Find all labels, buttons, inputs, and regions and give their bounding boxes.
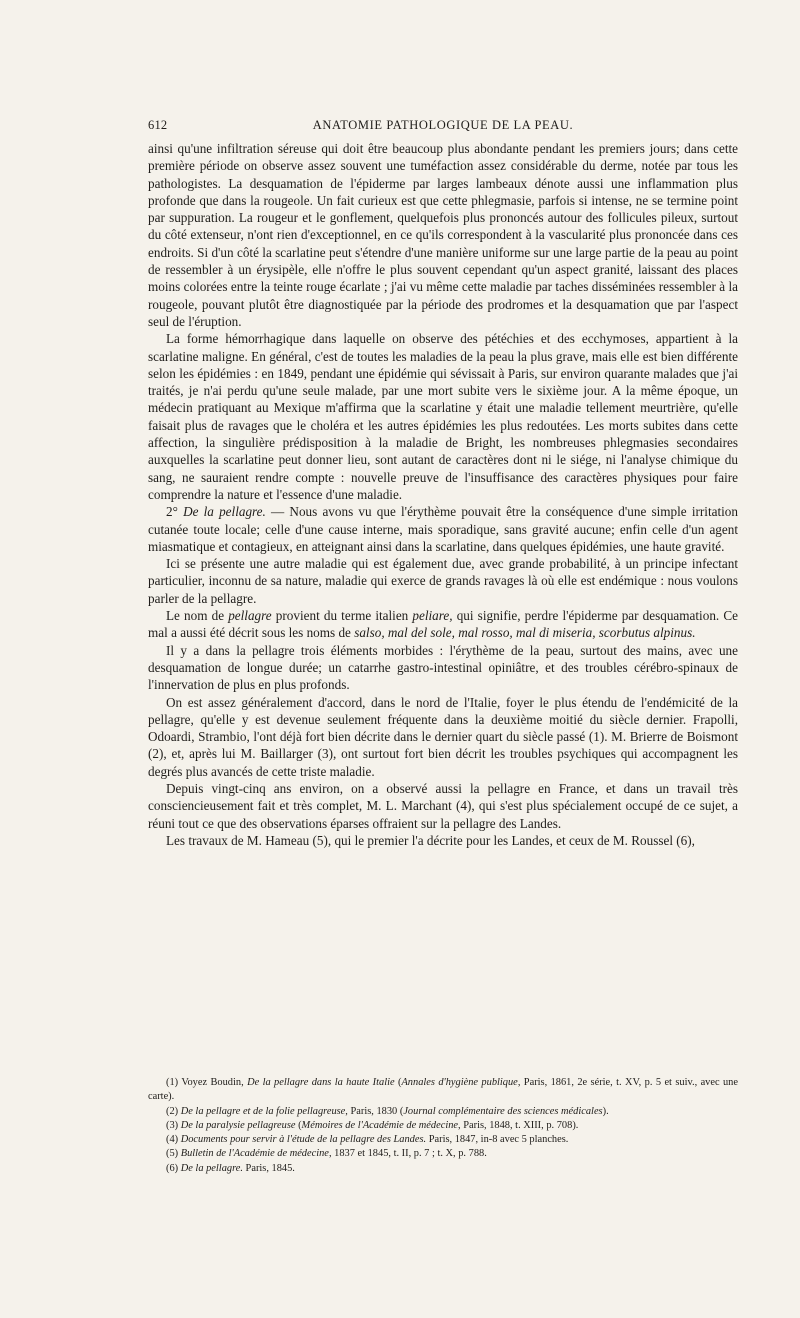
- italic-term: De la pellagre et de la folie pellagreuse: [180, 1105, 346, 1117]
- text-run: (1) Voyez Boudin,: [166, 1077, 248, 1088]
- italic-term: Annales d'hygiène publique: [401, 1077, 518, 1088]
- text-run: Paris, 1847, in-8 avec 5 planches.: [426, 1134, 569, 1146]
- text-run: (3): [166, 1119, 181, 1131]
- footnote-3: [148, 1119, 738, 1133]
- running-title: ANATOMIE PATHOLOGIQUE DE LA PEAU.: [312, 118, 574, 132]
- italic-term: De la pellagre dans la haute Italie: [247, 1077, 395, 1088]
- running-header: [148, 118, 738, 136]
- footnote-6: [148, 1162, 738, 1176]
- italic-term: salso, mal del sole, mal rosso, mal di miseria, scorbutus alpinus.: [354, 625, 696, 641]
- footnote-4: [148, 1133, 738, 1147]
- footnote-1: [148, 1076, 738, 1105]
- text-run: ).: [602, 1105, 609, 1117]
- italic-term: Bulletin de l'Académie de médecine: [180, 1148, 329, 1160]
- text-run: provient du terme italien: [271, 608, 413, 624]
- paragraph-8: Depuis vingt-cinq ans environ, on a observé aussi la pellagre en France, et dans un travail très consciencieusement fait et très complet, M. L. Marchant (4), qui s'est plus spécialement occupé de ce sujet, a réuni tout ce que des observations éparses offraient sur la pellagre des Landes.: [148, 780, 738, 831]
- paragraph-6: Il y a dans la pellagre trois éléments morbides : l'érythème de la peau, surtout des mains, avec une desquamation de longue durée; un catarrhe gastro-intestinal opiniâtre, et des troubles cérébro-spinaux de l'innervation de plus en plus profonds.: [148, 642, 738, 693]
- italic-term: pellagre: [228, 608, 272, 624]
- paragraph-3: [148, 503, 738, 555]
- italic-term: De la pellagre.: [180, 1162, 243, 1174]
- footnote-2: [148, 1105, 738, 1119]
- text-run: Le nom de: [166, 608, 229, 624]
- paragraph-1: ainsi qu'une infiltration séreuse qui doit être beaucoup plus abondante pendant les premiers jours; dans cette première période on observe assez souvent une tuméfaction assez considérable du derme, notée par tous les pathologistes. La desquamation de l'épiderme par larges lambeaux dénote aussi une inflammation plus profonde que dans la rougeole. Un fait curieux est que cette phlegmasie, parfois si intense, ne se termine point par suppuration. La rougeur et le gonflement, quelquefois plus prononcés autour des follicules pileux, surtout du côté extenseur, n'ont rien d'exceptionnel, en ce qu'ils correspondent à la vascularité plus prononcée dans ces endroits. Si d'un côté la scarlatine peut s'étendre d'une manière uniforme sur une large partie de la peau au point de ressembler à un érysipèle, elle n'offre le plus souvent cependant qu'un aspect granité, laissant des places moins colorées entre la teinte rouge écarlate ; j'ai vu même cette maladie par taches disséminées ressembler à la rougeole, pouvant plutôt être diagnostiquée par la période des prodromes et la desquamation que par l'aspect seul de l'éruption.: [148, 141, 738, 329]
- body-text: [148, 140, 738, 849]
- section-number: 2°: [166, 504, 184, 520]
- paragraph-4: Ici se présente une autre maladie qui est également due, avec grande probabilité, à un principe infectant particulier, inconnu de sa nature, maladie qui exerce de grands ravages là où elle est endémique : nous voulons parler de la pellagre.: [148, 556, 738, 606]
- text-run: (2): [166, 1105, 181, 1117]
- text-run: (: [295, 1119, 302, 1131]
- italic-term: Mémoires de l'Académie de médecine: [301, 1119, 459, 1131]
- footnotes: [148, 1076, 738, 1176]
- footnote-5: [148, 1147, 738, 1161]
- page-number: 612: [148, 118, 168, 132]
- text-run: (5): [166, 1148, 181, 1160]
- italic-term: Journal complémentaire des sciences médicales: [403, 1105, 603, 1117]
- text-run: , Paris, 1861, 2e série, t. XV, p. 5 et suiv., avec une carte).: [148, 1077, 738, 1103]
- text-run: , 1837 et 1845, t. II, p. 7 ; t. X, p. 788.: [328, 1148, 487, 1160]
- paragraph-2: La forme hémorrhagique dans laquelle on observe des pétéchies et des ecchymoses, appartient à la scarlatine maligne. En général, c'est de toutes les maladies de la peau la plus grave, mais elle est bien différente selon les épidémies : en 1849, pendant une épidémie qui sévissait à Paris, sur environ quarante malades que j'ai traités, je n'ai perdu qu'une seule malade, par une mort subite vers le sixième jour. A la même époque, un médecin pratiquant au Mexique m'affirma que la scarlatine y était une maladie tellement meurtrière, qu'elle faisait plus de ravages que le choléra et les autres épidémies les plus redoutées. Les morts subites dans cette affection, la singulière prédisposition à la maladie de Bright, les nombreuses phlegmasies secondaires auxquelles la scarlatine peut donner lieu, sont autant de caractères dont ni le siége, ni l'analyse chimique du sang, ne sauraient rendre compte : nouvelle preuve de l'insuffisance des caractères physiques pour faire comprendre la nature et l'essence d'une maladie.: [148, 331, 738, 502]
- text-run: (4): [166, 1134, 181, 1146]
- italic-term: peliare,: [412, 608, 453, 624]
- section-title: De la pellagre.: [183, 504, 266, 520]
- text-run: (6): [166, 1162, 181, 1174]
- italic-term: Documents pour servir à l'étude de la pellagre des Landes.: [180, 1134, 427, 1146]
- text-run: (: [394, 1077, 402, 1088]
- text-run: qui signifie, perdre l'épiderme par desquamation. Ce mal a aussi été décrit sous les noms de: [148, 608, 738, 641]
- italic-term: De la paralysie pellagreuse: [180, 1119, 296, 1131]
- paragraph-9: Les travaux de M. Hameau (5), qui le premier l'a décrite pour les Landes, et ceux de M. Roussel (6),: [166, 832, 695, 848]
- paragraph-3-text: — Nous avons vu que l'érythème pouvait être la conséquence d'une simple irritation cutanée toute locale; celle d'une cause interne, mais sporadique, sans gravité aucune; enfin celle d'un agent miasmatique et contagieux, en atteignant ainsi dans la scarlatine, dans quelques épidémies, une haute gravité.: [148, 504, 738, 554]
- text-run: , Paris, 1848, t. XIII, p. 708).: [458, 1119, 579, 1131]
- paragraph-7: On est assez généralement d'accord, dans le nord de l'Italie, foyer le plus étendu de l'endémicité de la pellagre, qu'elle y est devenue seulement fréquente dans la deuxième moitié du siècle dernier. Frapolli, Odoardi, Strambio, l'ont déjà fort bien décrite dans le dernier quart du siècle passé (1). M. Brierre de Boismont (2), et, après lui M. Baillarger (3), ont surtout fort bien décrit les troubles psychiques qui accompagnent les degrés plus avancés de cette triste maladie.: [148, 694, 738, 779]
- text-run: Paris, 1845.: [242, 1162, 295, 1174]
- text-run: , Paris, 1830 (: [345, 1105, 404, 1117]
- paragraph-5: [148, 607, 738, 642]
